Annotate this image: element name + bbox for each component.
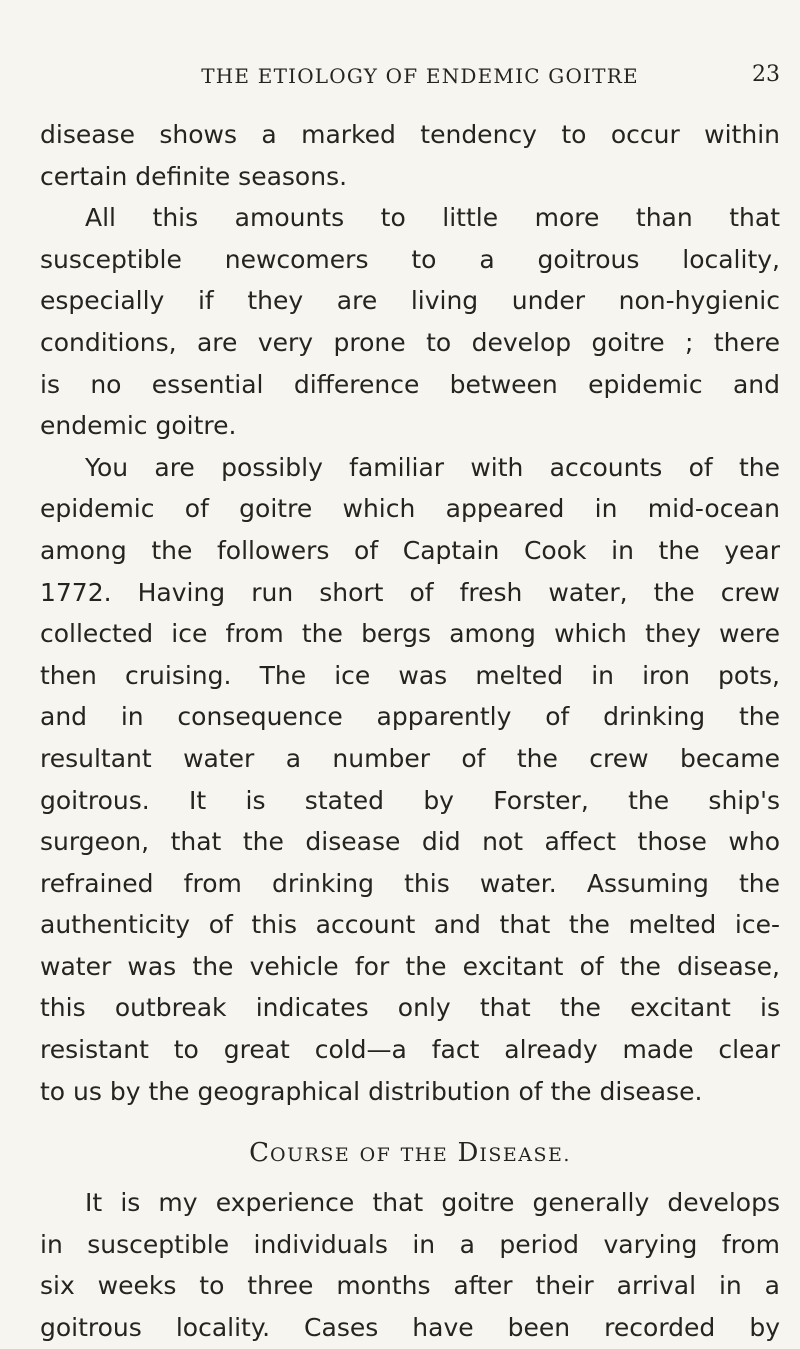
text-line: and in consequence apparently of drinking the [40, 702, 780, 732]
section-heading [40, 1112, 780, 1182]
text-block-before-heading [40, 114, 780, 1112]
paragraph [40, 447, 780, 1113]
text-line: resistant to great cold—a fact already made clear [40, 1035, 780, 1065]
heading-rest-1: OURSE [270, 1144, 351, 1167]
text-line: All this amounts to little more than that [85, 203, 780, 233]
heading-word-2: OF [359, 1144, 392, 1167]
running-head [40, 62, 780, 96]
heading-word-3: THE [400, 1144, 449, 1167]
text-line: It is my experience that goitre generally develops [85, 1188, 780, 1218]
text-line: conditions, are very prone to develop goitre ; there [40, 327, 780, 357]
text-line: You are possibly familiar with accounts of the [85, 452, 780, 482]
page-number: 23 [752, 62, 780, 87]
body-text [40, 114, 780, 1349]
text-line: six weeks to three months after their arrival in a [40, 1271, 780, 1301]
text-line: susceptible newcomers to a goitrous locality, [40, 244, 780, 274]
text-line: authenticity of this account and that the melted ice- [40, 910, 780, 940]
text-line: refrained from drinking this water. Assuming the [40, 868, 780, 898]
paragraph [40, 1182, 780, 1348]
text-line: this outbreak indicates only that the excitant is [40, 993, 780, 1023]
text-line: is no essential difference between epidemic and [40, 369, 780, 399]
text-line: in susceptible individuals in a period varying from [40, 1229, 780, 1259]
heading-cap-1: C [249, 1138, 271, 1169]
text-line: certain definite seasons. [40, 161, 348, 191]
paragraph [40, 197, 780, 447]
text-line: collected ice from the bergs among which they were [40, 619, 780, 649]
paragraph [40, 114, 780, 197]
text-block-after-heading [40, 1182, 780, 1348]
text-line: resultant water a number of the crew became [40, 743, 780, 773]
text-line: among the followers of Captain Cook in the year [40, 535, 780, 565]
text-line: surgeon, that the disease did not affect those who [40, 827, 780, 857]
text-line: to us by the geographical distribution of the disease. [40, 1076, 703, 1106]
text-line: disease shows a marked tendency to occur within [40, 120, 780, 149]
text-line: 1772. Having run short of fresh water, the crew [40, 577, 780, 607]
text-line: water was the vehicle for the excitant of the disease, [40, 951, 780, 981]
text-line: epidemic of goitre which appeared in mid-ocean [40, 494, 780, 524]
text-line: especially if they are living under non-hygienic [40, 286, 780, 316]
text-line: goitrous. It is stated by Forster, the ship's [40, 785, 780, 815]
heading-rest-4: ISEASE. [479, 1144, 571, 1167]
text-line: then cruising. The ice was melted in iron pots, [40, 660, 780, 690]
text-line: goitrous locality. Cases have been recorded by [40, 1313, 780, 1343]
text-line: endemic goitre. [40, 411, 237, 441]
running-title: THE ETIOLOGY OF ENDEMIC GOITRE [201, 64, 639, 88]
heading-cap-4: D [457, 1138, 480, 1169]
